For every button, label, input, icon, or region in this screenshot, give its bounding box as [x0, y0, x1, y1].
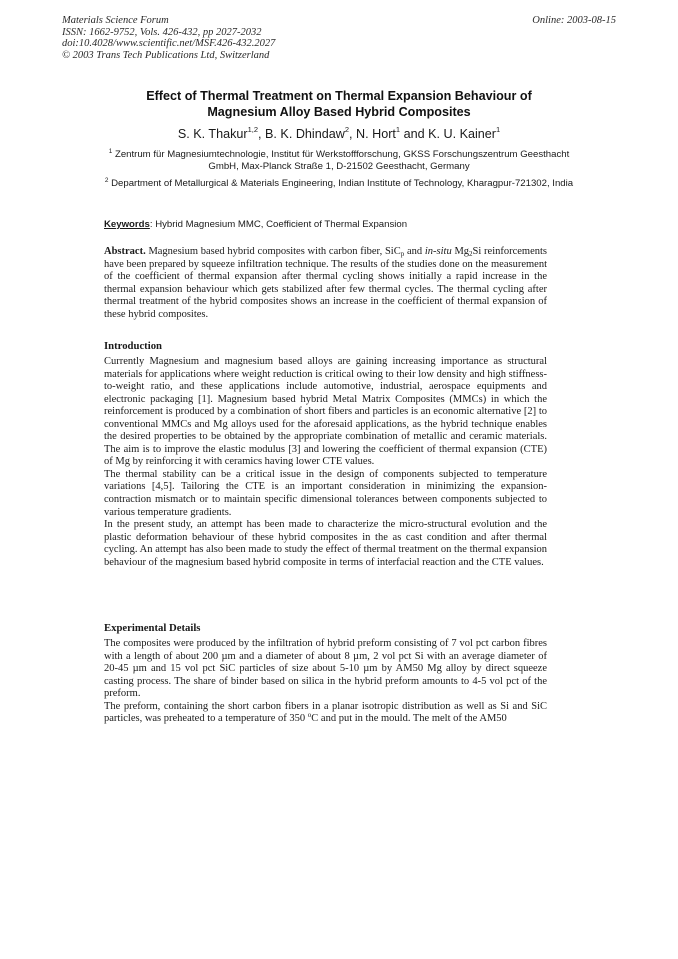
abstract-text: and — [406, 246, 423, 257]
paragraph-text: C and put in the mould. The melt of the AM50 — [311, 713, 507, 725]
author-affiliation-marker: 1,2 — [247, 125, 259, 134]
paragraph-text: The preform, containing the short carbon fibers in a planar isotropic distribution as well as Si and SiC particles, was preheated to a temperature of 350 — [104, 700, 547, 725]
journal-issn: ISSN: 1662-9752, Vols. 426-432, pp 2027-2032 — [62, 26, 262, 38]
affiliation-text: Zentrum für Magnesiumtechnologie, Institut für Werkstoffforschung, GKSS Forschungszentrum Geesthacht GmbH, Max-Planck Straße 1, D-21502 Geesthacht, Germany — [114, 149, 570, 173]
affiliation-text: Department of Metallurgical & Materials Engineering, Indian Institute of Technology, Kharagpur-721302, India — [111, 178, 574, 189]
abstract-text: Magnesium based hybrid composites with carbon fiber, SiC — [148, 246, 401, 257]
author-affiliation-marker: 1 — [496, 125, 501, 134]
author-list: S. K. Thakur$^{1,2}$, B. K. Dhindaw$^2$, N. Hort$^1$ and K. U. Kainer$^1$ — [177, 125, 501, 141]
author-affiliation-marker: 1 — [395, 125, 401, 134]
paragraph — [104, 701, 547, 726]
author-affiliation-marker: 2 — [344, 125, 350, 134]
affiliation-2 — [96, 178, 582, 190]
introduction-body — [104, 356, 547, 569]
paragraph: Currently Magnesium and magnesium based alloys are gaining increasing importance as structural materials for applications where weight reduction is critical owing to their low density and high stiffness-to-weight ratio, and these applications include automotive, industrial, aerospace equipments and electronic packaging [1]. Magnesium based hybrid Metal Matrix Composites (MMCs) in which the reinforcement is produced by a combination of short fibers and particles is an economic alternative [2] to conventional MMCs and Mg alloys used for the aforesaid applications, as the hybrid technique enables the desired properties to be obtained by the appropriate combination of metallic and ceramic materials. The aim is to improve the elastic modulus [3] and lowering the coefficient of thermal expansion (CTE) of Mg by reinforcing it with ceramics having lower CTE values. — [104, 356, 547, 468]
online-date: Online: 2003-08-15 — [532, 15, 616, 26]
journal-header — [62, 15, 275, 61]
author-name: N. Hort — [356, 127, 396, 141]
abstract — [104, 246, 547, 321]
abstract-label: Abstract. — [104, 246, 146, 257]
abstract-text: Mg — [454, 246, 470, 257]
section-heading-introduction: Introduction — [104, 340, 163, 352]
paragraph: In the present study, an attempt has been made to characterize the micro-structural evolution and the plastic deformation behaviour of these hybrid composites in the as cast condition and after thermal cycling. An attempt has also been made to study the effect of thermal treatment on the thermal expansion behaviour of the magnesium based hybrid composite in terms of interfacial reaction and the CTE values. — [104, 519, 547, 568]
abstract-paragraph — [104, 246, 547, 321]
keywords-label: Keywords — [104, 219, 150, 230]
journal-copyright: © 2003 Trans Tech Publications Ltd, Switzerland — [62, 49, 270, 61]
affiliation-number: 1 — [108, 148, 113, 155]
subscript: p — [400, 250, 405, 258]
experimental-body — [104, 638, 547, 726]
journal-name: Materials Science Forum — [62, 15, 169, 26]
abstract-italic: in-situ — [424, 246, 452, 257]
paragraph: The thermal stability can be a critical issue in the design of components subjected to temperature variations [4,5]. Tailoring the CTE is an important consideration in minimizing the expansion-contraction mismatch or to maintain specific dimensional tolerances between components subjected to various temperature gradients. — [104, 468, 547, 518]
author-name: K. U. Kainer — [428, 127, 496, 141]
author-name: S. K. Thakur — [177, 127, 248, 141]
title-line-1: Effect of Thermal Treatment on Thermal Expansion Behaviour of — [146, 89, 532, 103]
author-conjunction: and — [403, 127, 425, 141]
journal-doi[interactable]: doi:10.4028/www.scientific.net/MSF.426-432.2027 — [62, 38, 276, 50]
title-line-2: Magnesium Alloy Based Hybrid Composites — [207, 104, 471, 119]
section-heading-experimental: Experimental Details — [104, 622, 201, 634]
paper-title — [100, 89, 578, 120]
subscript: 2 — [469, 250, 473, 258]
keywords-text: Hybrid Magnesium MMC, Coefficient of Thermal Expansion — [155, 219, 408, 230]
degree-superscript: o — [307, 711, 312, 720]
author-name: B. K. Dhindaw — [265, 127, 345, 141]
affiliation-1 — [96, 149, 582, 174]
paragraph: The composites were produced by the infiltration of hybrid preform consisting of 7 vol pct carbon fibres with a length of about 200 µm and a diameter of about 8 µm, 2 vol pct Si with an average diameter of 20-45 µm and 15 vol pct SiC particles of size about 5-10 µm by AM50 Mg alloy by direct squeeze casting process. The share of binder based on silica in the hybrid preform amounts to 4-5 vol pct of the preform. — [104, 638, 547, 700]
abstract-text: Si reinforcements have been prepared by squeeze infiltration technique. The results of the studies done on the measurement of the coefficient of thermal expansion after thermal cycling shows initially a rapid increase in the thermal expansion behaviour which gets stabilized after few thermal cycles. The thermal cycling after thermal treatment of the hybrid composites shows an increase in the coefficient of thermal expansion of these hybrid composites. — [104, 246, 548, 320]
keywords: Keywords: Hybrid Magnesium MMC, Coefficient of Thermal Expansion — [104, 219, 408, 230]
affiliation-number: 2 — [104, 177, 109, 184]
